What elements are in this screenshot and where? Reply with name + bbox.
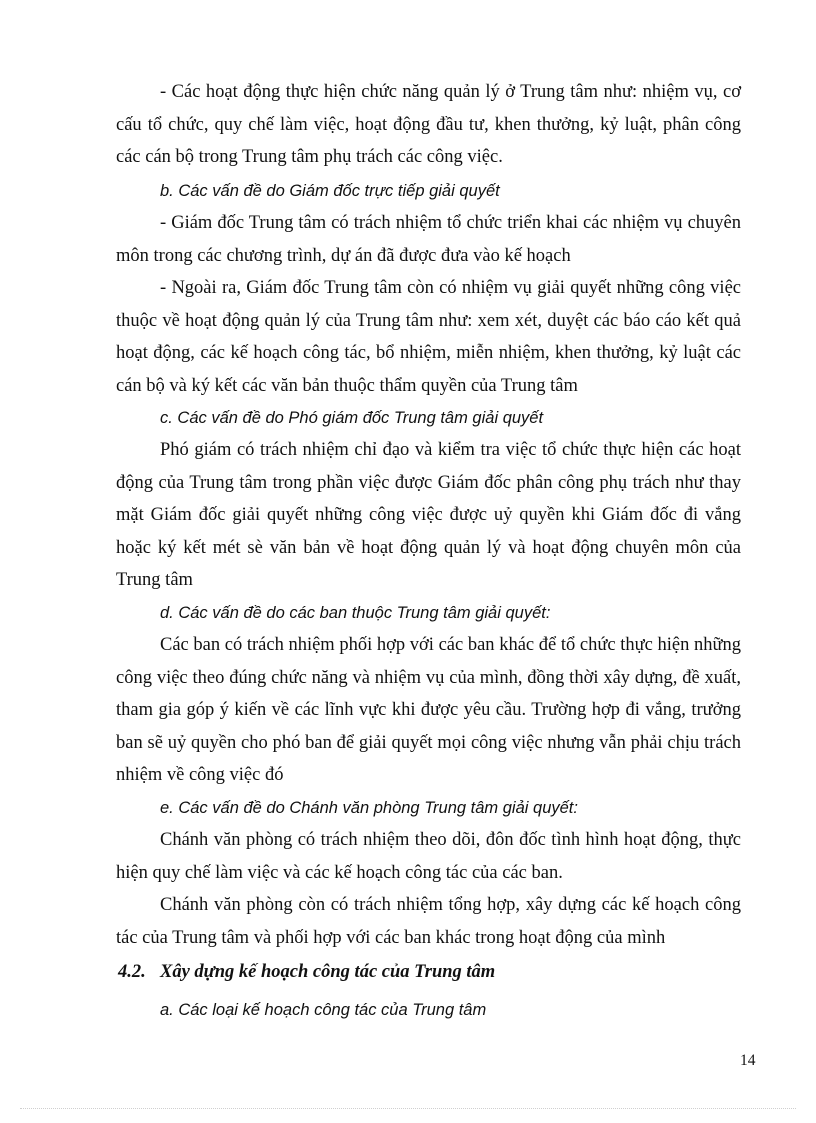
subheading-deputy-director-issues: c. Các vấn đề do Phó giám đốc Trung tâm giải quyết — [160, 409, 544, 427]
paragraph-management-activities: - Các hoạt động thực hiện chức năng quản lý ở Trung tâm như: nhiệm vụ, cơ cấu tổ chức, quy chế làm việc, hoạt động đầu tư, khen thưởng, kỷ luật, phân công các cán bộ trong Trung tâm phụ trách các công việc. — [116, 82, 741, 167]
subheading-departments-issues: d. Các vấn đề do các ban thuộc Trung tâm giải quyết: — [160, 604, 551, 622]
paragraph-office-chief-monitoring: Chánh văn phòng có trách nhiệm theo dõi, đôn đốc tình hình hoạt động, thực hiện quy chế làm việc và các kế hoạch công tác của các ban. — [116, 830, 741, 883]
paragraph-deputy-director-duties: Phó giám có trách nhiệm chỉ đạo và kiểm tra việc tổ chức thực hiện các hoạt động của Trung tâm trong phần việc được Giám đốc phân công phụ trách như thay mặt Giám đốc giải quyết những công việc được uỷ quyền khi Giám đốc đi vắng hoặc ký kết mét sè văn bản về hoạt động quản lý và hoạt động chuyên môn của Trung tâm — [116, 440, 741, 590]
subheading-office-chief-issues: e. Các vấn đề do Chánh văn phòng Trung tâm giải quyết: — [160, 799, 578, 817]
section-number: 4.2. — [118, 962, 146, 982]
page-bottom-divider — [20, 1108, 796, 1109]
subheading-plan-types: a. Các loại kế hoạch công tác của Trung tâm — [160, 1001, 487, 1019]
paragraph-director-additional-duties: - Ngoài ra, Giám đốc Trung tâm còn có nhiệm vụ giải quyết những công việc thuộc về hoạt động quản lý của Trung tâm như: xem xét, duyệt các báo cáo kết quả hoạt động, các kế hoạch công tác, bổ nhiệm, miễn nhiệm, khen thưởng, kỷ luật các cán bộ và ký kết các văn bản thuộc thẩm quyền của Trung tâm — [116, 278, 741, 396]
section-title: Xây dựng kế hoạch công tác của Trung tâm — [160, 962, 496, 982]
section-heading — [118, 958, 495, 986]
paragraph-departments-duties: Các ban có trách nhiệm phối hợp với các ban khác để tổ chức thực hiện những công việc theo đúng chức năng và nhiệm vụ của mình, đồng thời xây dựng, đề xuất, tham gia góp ý kiến về các lĩnh vực khi được yêu cầu. Trường hợp đi vắng, trưởng ban sẽ uỷ quyền cho phó ban để giải quyết mọi công việc nhưng vẫn phải chịu trách nhiệm về công việc đó — [116, 635, 741, 785]
page-number: 14 — [740, 1052, 756, 1069]
paragraph-office-chief-planning: Chánh văn phòng còn có trách nhiệm tổng hợp, xây dựng các kế hoạch công tác của Trung tâm và phối hợp với các ban khác trong hoạt động của mình — [116, 895, 741, 948]
paragraph-director-duties: - Giám đốc Trung tâm có trách nhiệm tổ chức triển khai các nhiệm vụ chuyên môn trong các chương trình, dự án đã được đưa vào kế hoạch — [116, 213, 741, 266]
subheading-director-issues: b. Các vấn đề do Giám đốc trực tiếp giải quyết — [160, 182, 500, 200]
